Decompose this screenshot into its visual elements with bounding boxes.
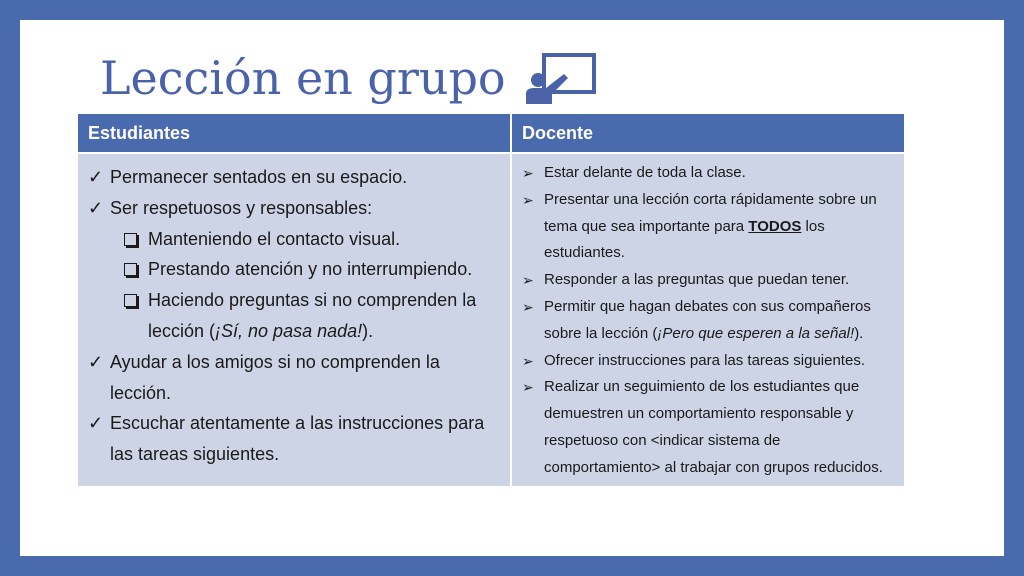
sub-list-item: Prestando atención y no interrumpiendo. [122, 254, 502, 285]
list-item: ✓ Ser respetuosos y responsables: [84, 193, 502, 224]
list-item: ➢ Permitir que hagan debates con sus compañeros sobre la lección (¡Pero que esperen a la señal!). [520, 294, 896, 348]
box-bullet-icon [124, 233, 137, 246]
sub-list-item: Manteniendo el contacto visual. [122, 224, 502, 255]
header-students: Estudiantes [78, 114, 511, 153]
checkmark-icon: ✓ [88, 167, 104, 187]
title-text: Lección en grupo [100, 51, 506, 105]
box-bullet-icon [124, 294, 137, 307]
arrow-bullet-icon: ➢ [522, 272, 534, 289]
students-cell [78, 153, 511, 486]
checkmark-icon: ✓ [88, 197, 104, 218]
arrow-bullet-icon: ➢ [522, 379, 534, 396]
list-item: ✓ Permanecer sentados en su espacio. [84, 162, 502, 193]
checkmark-icon: ✓ [88, 351, 104, 372]
teacher-cell [511, 153, 904, 486]
list-item: ✓ Ayudar a los amigos si no comprenden la lección. [84, 347, 502, 409]
checkmark-icon: ✓ [88, 413, 104, 434]
list-item: ➢ Responder a las preguntas que puedan tener. [520, 267, 896, 294]
teacher-presenting-icon [526, 52, 598, 104]
list-item: ➢ Ofrecer instrucciones para las tareas siguientes. [520, 348, 896, 375]
arrow-bullet-icon: ➢ [522, 352, 534, 369]
arrow-bullet-icon: ➢ [522, 298, 534, 315]
header-teacher: Docente [511, 114, 904, 153]
arrow-bullet-icon: ➢ [522, 191, 534, 208]
sub-list-item: Haciendo preguntas si no comprenden la lección (¡Sí, no pasa nada!). [122, 285, 502, 347]
box-bullet-icon [124, 263, 137, 276]
arrow-bullet-icon: ➢ [522, 165, 534, 181]
list-item: ➢ Realizar un seguimiento de los estudiantes que demuestren un comportamiento responsable y respetuoso con <indicar sistema de comportamiento> al trabajar con grupos reducidos. [520, 374, 896, 481]
list-item: ✓ Escuchar atentamente a las instrucciones para las tareas siguientes. [84, 408, 502, 470]
page-title [100, 48, 598, 108]
lesson-table [78, 114, 904, 486]
list-item: ➢ Presentar una lección corta rápidamente sobre un tema que sea importante para TODOS los estudiantes. [520, 187, 896, 267]
list-item: ➢ Estar delante de toda la clase. [520, 160, 896, 187]
